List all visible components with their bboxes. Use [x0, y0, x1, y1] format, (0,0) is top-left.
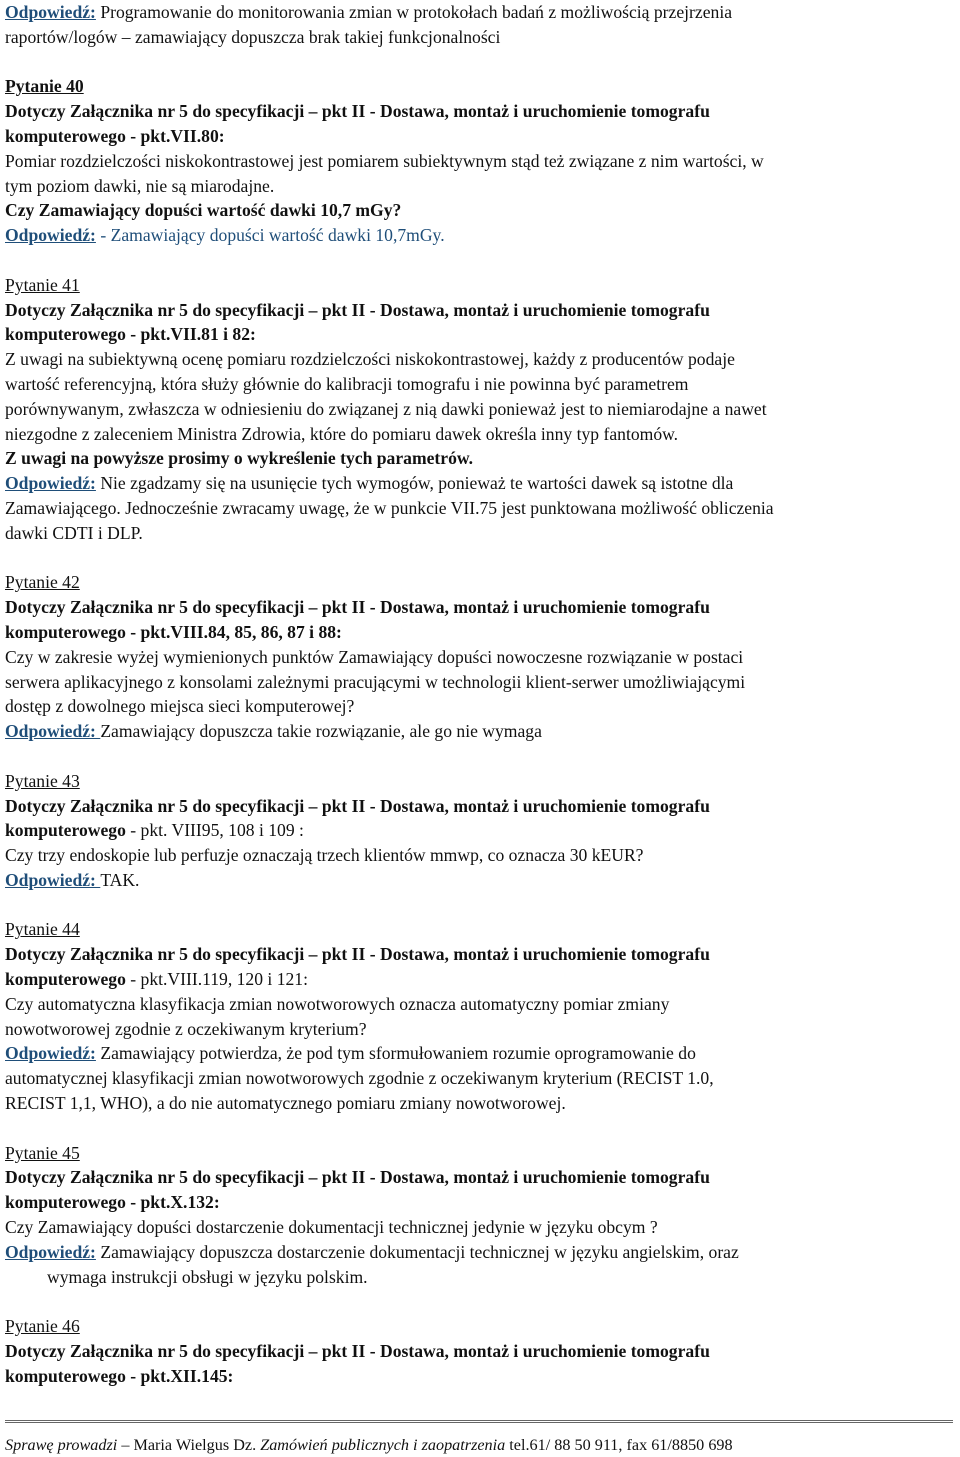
- question-body: Czy trzy endoskopie lub perfuzje oznaczają trzech klientów mmwp, co oznacza 30 kEUR?: [5, 845, 644, 866]
- answer-text: - Zamawiający dopuści wartość dawki 10,7mGy.: [95, 225, 445, 246]
- answer-label: Odpowiedź:: [5, 1241, 96, 1262]
- question-reference: [5, 818, 955, 843]
- answer-text: automatycznej klasyfikacji zmian nowotworowych zgodnie z oczekiwanym kryterium (RECIST 1.0,: [5, 1068, 714, 1089]
- document-page: [5, 0, 955, 1389]
- question-heading: Pytanie 45: [5, 1142, 80, 1163]
- answer-text: Zamawiający potwierdza, że pod tym sformułowaniem rozumie oprogramowanie do: [95, 1043, 696, 1064]
- question-heading: Pytanie 42: [5, 572, 80, 593]
- question-body: Z uwagi na subiektywną ocenę pomiaru rozdzielczości niskokontrastowej, każdy z producentów podaje: [5, 349, 735, 370]
- answer: [5, 1240, 955, 1265]
- answer-label: Odpowiedź:: [5, 1043, 96, 1064]
- question-reference: Dotyczy Załącznika nr 5 do specyfikacji – pkt II - Dostawa, montaż i uruchomienie tomografu: [5, 1167, 710, 1188]
- answer-text: Programowanie do monitorowania zmian w protokołach badań z możliwością przejrzenia: [95, 2, 733, 22]
- answer-label: Odpowiedź:: [5, 2, 96, 22]
- question-body: niezgodne z zaleceniem Ministra Zdrowia, które do pomiaru dawek określa inny typ fantomów.: [5, 423, 679, 444]
- answer-text: Nie zgadzamy się na usunięcie tych wymogów, ponieważ te wartości dawek są istotne dla: [95, 473, 734, 494]
- question-reference: komputerowego - pkt.VII.80:: [5, 125, 225, 146]
- question-reference: Dotyczy Załącznika nr 5 do specyfikacji – pkt II - Dostawa, montaż i uruchomienie tomografu: [5, 1341, 710, 1362]
- answer-text: TAK.: [100, 869, 140, 890]
- answer: [5, 471, 955, 496]
- answer-label: Odpowiedź:: [5, 473, 96, 494]
- answer: [5, 719, 955, 744]
- footer-contact: tel.61/ 88 50 911, fax 61/8850 698: [505, 1436, 733, 1454]
- question-body: Czy Zamawiający dopuści dostarczenie dokumentacji technicznej jedynie w języku obcym ?: [5, 1217, 658, 1238]
- page-footer: [5, 1434, 733, 1456]
- question-body: serwera aplikacyjnego z konsolami zależnymi pracującymi w technologii klient-serwer umożliwiającymi: [5, 671, 746, 692]
- answer-text: Zamawiający dopuszcza takie rozwiązanie, ale go nie wymaga: [100, 721, 542, 742]
- question-reference: komputerowego - pkt.XII.145:: [5, 1365, 234, 1386]
- reference-bold: komputerowego: [5, 820, 126, 841]
- answer-text: dawki CDTI i DLP.: [5, 522, 143, 543]
- question-heading: Pytanie 46: [5, 1316, 80, 1337]
- question-body: nowotworowej zgodnie z oczekiwanym kryterium?: [5, 1018, 367, 1039]
- question-heading: Pytanie 41: [5, 274, 80, 295]
- question-text: Czy Zamawiający dopuści wartość dawki 10,7 mGy?: [5, 200, 402, 221]
- question-body: Czy w zakresie wyżej wymienionych punktów Zamawiający dopuści nowoczesne rozwiązanie w postaci: [5, 646, 744, 667]
- answer-text: wymaga instrukcji obsługi w języku polskim.: [47, 1266, 368, 1287]
- question-body: porównywanym, zwłaszcza w odniesieniu do związanej z nią dawki ponieważ jest to niemiarodajne a nawet: [5, 398, 767, 419]
- question-body: dostęp z dowolnego miejsca sieci komputerowej?: [5, 696, 355, 717]
- answer-label: Odpowiedź:: [5, 721, 101, 742]
- question-reference: Dotyczy Załącznika nr 5 do specyfikacji – pkt II - Dostawa, montaż i uruchomienie tomografu: [5, 299, 710, 320]
- question-reference: komputerowego - pkt.VII.81 i 82:: [5, 324, 256, 345]
- reference-rest: - pkt.VIII.119, 120 i 121:: [125, 969, 308, 990]
- question-reference: Dotyczy Załącznika nr 5 do specyfikacji – pkt II - Dostawa, montaż i uruchomienie tomografu: [5, 597, 710, 618]
- answer-label: Odpowiedź:: [5, 225, 96, 246]
- question-reference: Dotyczy Załącznika nr 5 do specyfikacji – pkt II - Dostawa, montaż i uruchomienie tomografu: [5, 795, 710, 816]
- question-heading: Pytanie 43: [5, 770, 80, 791]
- question-reference: [5, 967, 955, 992]
- question-body: wartość referencyjną, która służy głównie do kalibracji tomografu i nie powinna być parametrem: [5, 373, 689, 394]
- answer-label: Odpowiedź:: [5, 869, 101, 890]
- question-request: Z uwagi na powyższe prosimy o wykreślenie tych parametrów.: [5, 448, 474, 469]
- question-heading: Pytanie 40: [5, 76, 84, 97]
- reference-rest: - pkt. VIII95, 108 i 109 :: [125, 820, 304, 841]
- footer-dept-name: Zamówień publicznych i zaopatrzenia: [260, 1436, 506, 1454]
- question-reference: Dotyczy Załącznika nr 5 do specyfikacji – pkt II - Dostawa, montaż i uruchomienie tomografu: [5, 101, 710, 122]
- footer-dash: –: [117, 1436, 134, 1454]
- answer-text: Zamawiający dopuszcza dostarczenie dokumentacji technicznej w języku angielskim, oraz: [95, 1241, 739, 1262]
- answer: [5, 1041, 955, 1066]
- question-body: Pomiar rozdzielczości niskokontrastowej jest pomiarem subiektywnym stąd też związane z nim wartości, w: [5, 150, 764, 171]
- answer: [5, 868, 955, 893]
- question-reference: komputerowego - pkt.VIII.84, 85, 86, 87 i 88:: [5, 621, 342, 642]
- footer-prefix: Sprawę prowadzi: [5, 1436, 118, 1454]
- footer-dept: Dz.: [233, 1436, 261, 1454]
- footer-name: Maria Wielgus: [133, 1436, 234, 1454]
- question-body: Czy automatyczna klasyfikacja zmian nowotworowych oznacza automatyczny pomiar zmiany: [5, 993, 670, 1014]
- question-reference: Dotyczy Załącznika nr 5 do specyfikacji – pkt II - Dostawa, montaż i uruchomienie tomografu: [5, 944, 710, 965]
- intro-answer-line-2: raportów/logów – zamawiający dopuszcza brak takiej funkcjonalności: [5, 26, 501, 47]
- intro-answer-line-1: [5, 0, 955, 25]
- question-body: tym poziom dawki, nie są miarodajne.: [5, 175, 275, 196]
- question-heading: Pytanie 44: [5, 919, 80, 940]
- footer-divider: [5, 1420, 953, 1423]
- answer: [5, 223, 955, 248]
- answer-text: RECIST 1,1, WHO), a do nie automatycznego pomiaru zmiany nowotworowej.: [5, 1093, 566, 1114]
- answer-text: Zamawiającego. Jednocześnie zwracamy uwagę, że w punkcie VII.75 jest punktowana możliwość obliczenia: [5, 497, 774, 518]
- question-reference: komputerowego - pkt.X.132:: [5, 1192, 220, 1213]
- reference-bold: komputerowego: [5, 969, 126, 990]
